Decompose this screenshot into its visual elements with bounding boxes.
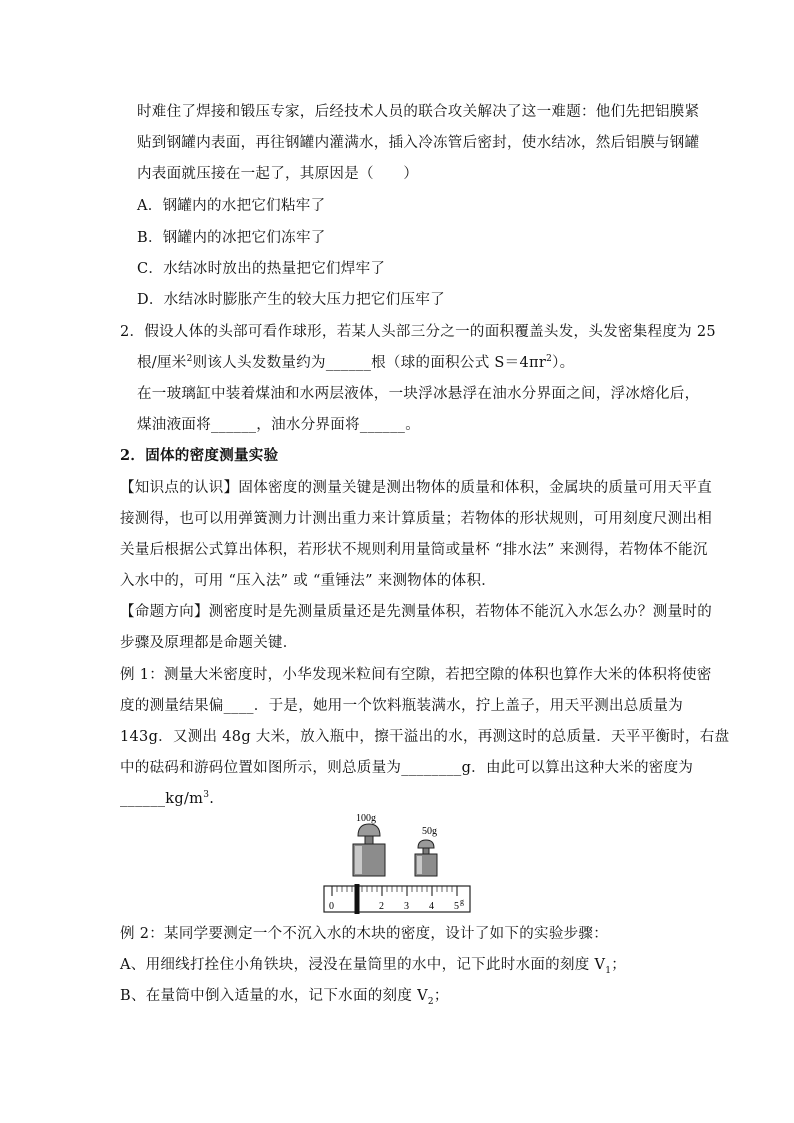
rider-scale bbox=[324, 884, 470, 914]
example-2-line: 例 2：某同学要测定一个不沉入水的木块的密度，设计了如下的实验步骤： bbox=[120, 926, 609, 942]
example-2-step-a: A、用细线打拴住小角铁块，浸没在量筒里的水中，记下此时水面的刻度 $V_1$； bbox=[120, 957, 627, 976]
knowledge-line: 关量后根据公式算出体积，若形状不规则利用量筒或量杯 “排水法” 来测得，若物体不能沉 bbox=[120, 542, 708, 558]
knowledge-line: 【知识点的认识】固体密度的测量关键是测出物体的质量和体积，金属块的质量可用天平直 bbox=[120, 480, 712, 496]
q2-line-2: 根/厘米$^2$则该人头发数量约为______根（球的面积公式 $S=4\pi r^2$）。 bbox=[137, 354, 575, 371]
example-1-line: 例 1：测量大米密度时，小华发现米粒间有空隙，若把空隙的体积也算作大米的体积将使密 bbox=[120, 667, 712, 683]
scale-tick-label: 0 bbox=[329, 901, 334, 912]
scale-unit-label: g bbox=[460, 897, 464, 906]
example-1-line: 143g．又测出 48g 大米，放入瓶中，擦干溢出的水，再测这时的总质量．天平平衡时，右盘 bbox=[120, 729, 730, 745]
weight-100g bbox=[353, 824, 385, 876]
weight-50g-label: 50g bbox=[422, 826, 437, 837]
rider-marker bbox=[355, 884, 360, 914]
q2-line-1: 2．假设人体的头部可看作球形，若某人头部三分之一的面积覆盖头发，头发密集程度为 25 bbox=[120, 324, 716, 340]
scale-tick-label: 3 bbox=[404, 901, 409, 912]
section-title: 2．固体的密度测量实验 bbox=[120, 447, 279, 464]
option-a: A．钢罐内的水把它们粘牢了 bbox=[137, 198, 326, 214]
option-c: C．水结冰时放出的热量把它们焊牢了 bbox=[137, 261, 386, 277]
example-1-line: $\_\_\_\_\_\_kg/m^3$. bbox=[120, 790, 215, 807]
knowledge-line: 入水中的，可用 “压入法” 或 “重锤法” 来测物体的体积． bbox=[120, 573, 497, 589]
question-stem-line: 内表面就压接在一起了，其原因是（ ） bbox=[137, 166, 419, 182]
scale-tick-label: 4 bbox=[429, 901, 434, 912]
direction-line: 步骤及原理都是命题关键． bbox=[120, 635, 298, 651]
scale-tick-label: 2 bbox=[379, 901, 384, 912]
scale-tick-label: 5 bbox=[454, 901, 459, 912]
example-1-line: 中的砝码和游码位置如图所示，则总质量为________g．由此可以算出这种大米的密度为 bbox=[120, 760, 694, 776]
weight-50g bbox=[415, 840, 437, 876]
question-stem-line: 时难住了焊接和锻压专家，后经技术人员的联合攻关解决了这一难题：他们先把铝膜紧 bbox=[137, 104, 700, 120]
question-stem-line: 贴到钢罐内表面，再往钢罐内灌满水，插入冷冻管后密封，使水结冰，然后铝膜与钢罐 bbox=[137, 135, 700, 151]
knowledge-line: 接测得，也可以用弹簧测力计测出重力来计算质量；若物体的形状规则，可用刻度尺测出相 bbox=[120, 511, 712, 527]
example-1-line: 度的测量结果偏____．于是，她用一个饮料瓶装满水，拧上盖子，用天平测出总质量为 bbox=[120, 698, 683, 714]
direction-line: 【命题方向】测密度时是先测量质量还是先测量体积，若物体不能沉入水怎么办？测量时的 bbox=[120, 604, 712, 620]
option-b: B．钢罐内的冰把它们冻牢了 bbox=[137, 230, 326, 246]
weight-100g-label: 100g bbox=[356, 813, 376, 824]
q2-line-4: 煤油液面将______，油水分界面将______。 bbox=[137, 417, 420, 433]
q2-line-3: 在一玻璃缸中装着煤油和水两层液体，一块浮冰悬浮在油水分界面之间，浮冰熔化后， bbox=[137, 386, 700, 402]
example-2-step-b: B、在量筒中倒入适量的水，记下水面的刻度 $V_2$； bbox=[120, 988, 449, 1007]
option-d: D．水结冰时膨胀产生的较大压力把它们压牢了 bbox=[137, 292, 445, 308]
balance-weights-figure bbox=[320, 808, 480, 918]
